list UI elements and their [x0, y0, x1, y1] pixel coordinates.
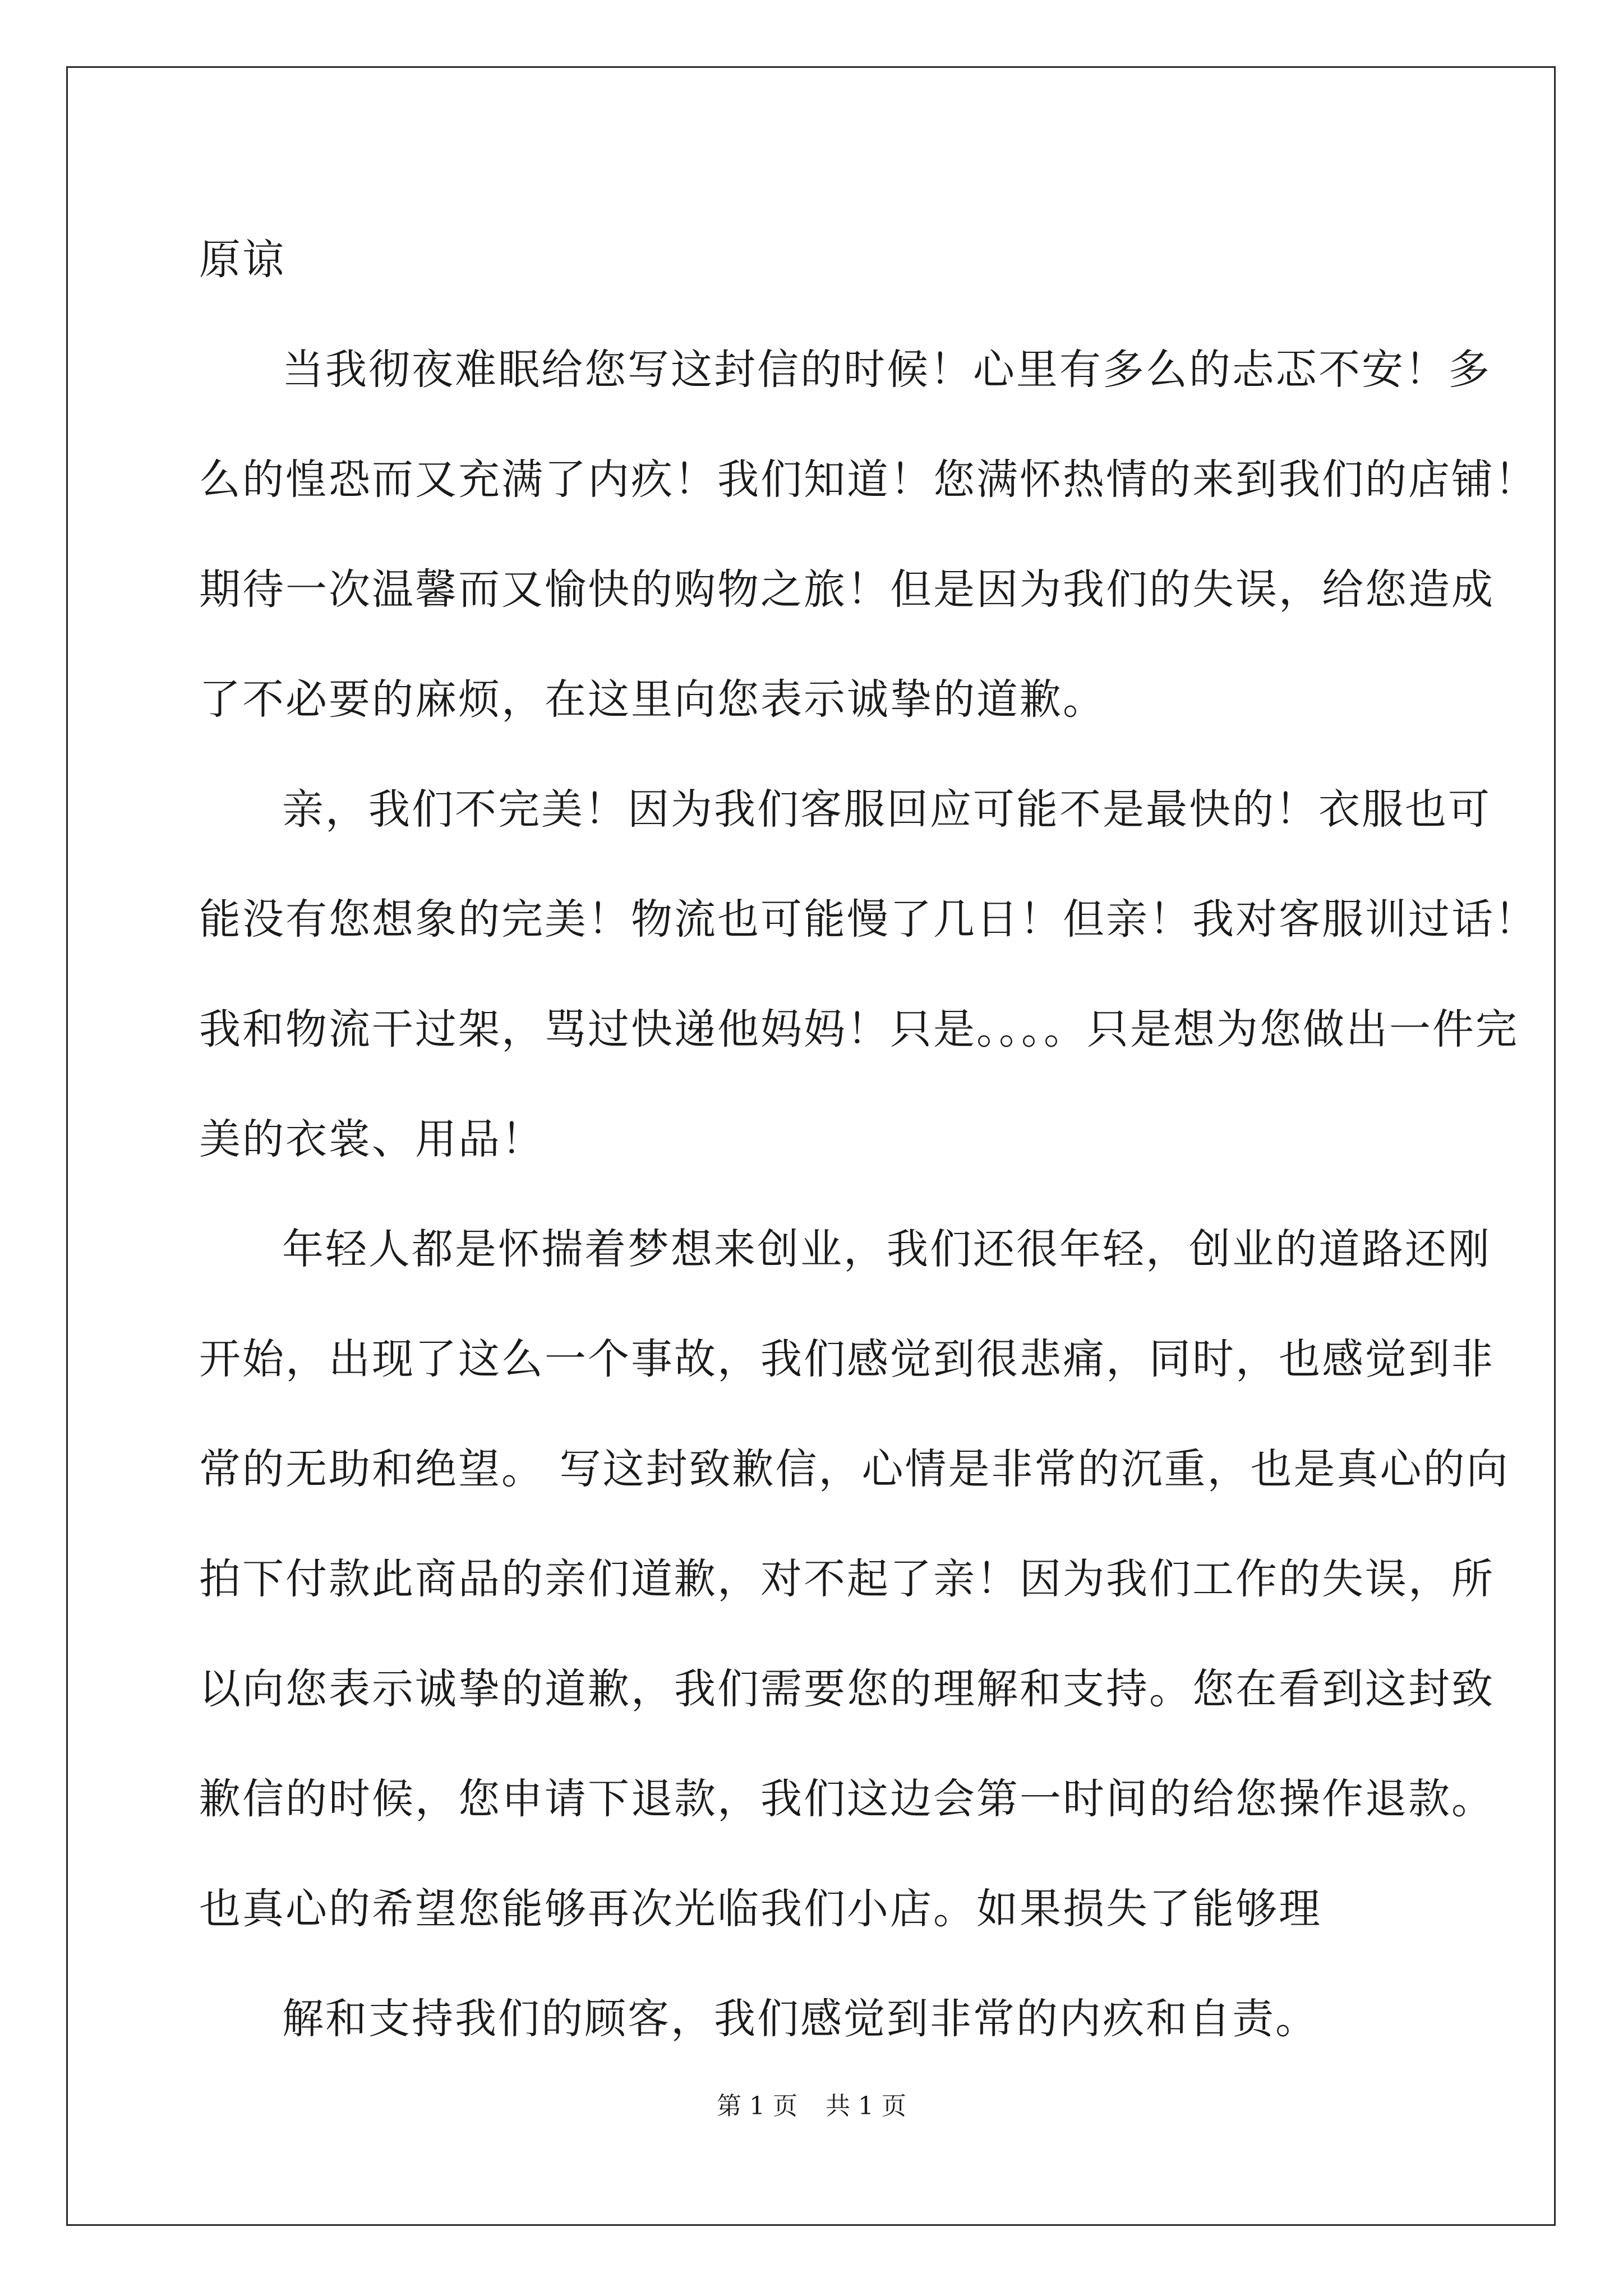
paragraph-line: 也真心的希望您能够再次光临我们小店。如果损失了能够理 — [199, 1885, 1322, 1933]
paragraph-line: 当我彻夜难眠给您写这封信的时候！心里有多么的忐忑不安！多 — [282, 346, 1491, 394]
paragraph-line: 开始，出现了这么一个事故，我们感觉到很悲痛，同时，也感觉到非 — [199, 1335, 1495, 1383]
paragraph-line: 能没有您想象的完美！物流也可能慢了几日！但亲！我对客服训过话！ — [199, 895, 1538, 944]
paragraph-line: 解和支持我们的顾客，我们感觉到非常的内疚和自责。 — [282, 1995, 1318, 2043]
paragraph-line: 期待一次温馨而又愉快的购物之旅！但是因为我们的失误，给您造成 — [199, 565, 1495, 614]
document-body — [199, 205, 1538, 2074]
paragraph-line: 常的无助和绝望。 写这封致歉信，心情是非常的沉重，也是真心的向 — [199, 1445, 1510, 1493]
paragraph-line: 美的衣裳、用品！ — [199, 1115, 545, 1163]
page-number-total: 共 1 页 — [826, 2092, 906, 2120]
paragraph-line: 亲，我们不完美！因为我们客服回应可能不是最快的！衣服也可 — [282, 785, 1491, 834]
paragraph-line: 我和物流干过架，骂过快递他妈妈！只是。。。。只是想为您做出一件完 — [199, 1005, 1519, 1053]
paragraph-line: 歉信的时候，您申请下退款，我们这边会第一时间的给您操作退款。 — [199, 1775, 1495, 1823]
paragraph-line: 以向您表示诚挚的道歉，我们需要您的理解和支持。您在看到这封致 — [199, 1665, 1495, 1713]
page-number-current: 第 1 页 — [717, 2092, 797, 2120]
page-footer — [0, 2086, 1623, 2122]
paragraph-line: 了不必要的麻烦，在这里向您表示诚挚的道歉。 — [199, 675, 1106, 724]
document-title: 原谅 — [199, 236, 285, 284]
paragraph-line: 年轻人都是怀揣着梦想来创业，我们还很年轻，创业的道路还刚 — [282, 1225, 1491, 1273]
paragraph-line: 拍下付款此商品的亲们道歉，对不起了亲！因为我们工作的失误，所 — [199, 1555, 1495, 1603]
paragraph-line: 么的惶恐而又充满了内疚！我们知道！您满怀热情的来到我们的店铺！ — [199, 455, 1538, 504]
